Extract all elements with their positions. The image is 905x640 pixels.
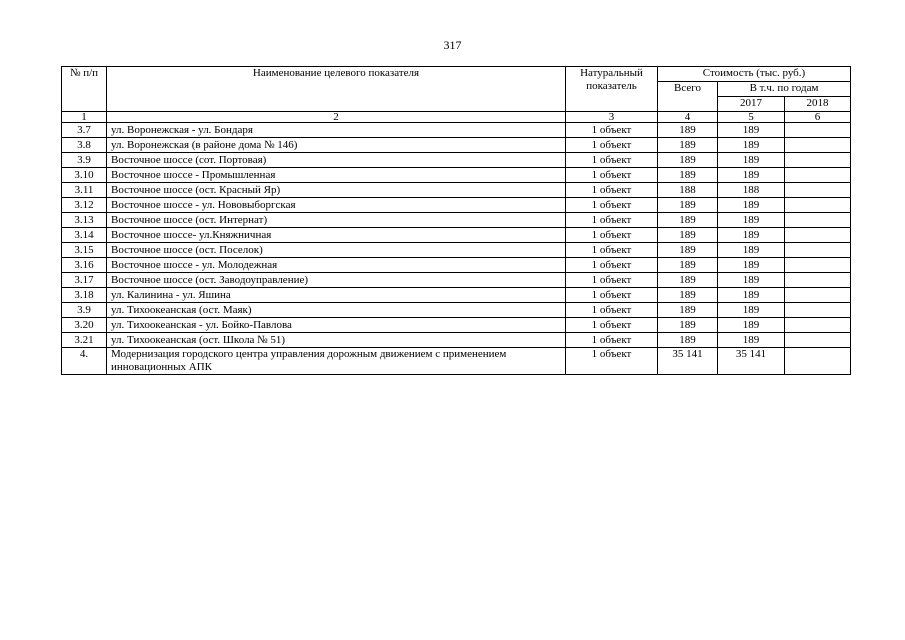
header-year-2018: 2018 <box>785 97 851 112</box>
column-number: 5 <box>718 112 785 123</box>
indicator-name: ул. Воронежская (в районе дома № 146) <box>107 138 566 153</box>
cost-2018 <box>785 258 851 273</box>
natural-indicator: 1 объект <box>566 183 658 198</box>
row-number: 3.21 <box>62 333 107 348</box>
cost-total: 188 <box>658 183 718 198</box>
table-row <box>62 153 851 168</box>
cost-total: 189 <box>658 153 718 168</box>
indicator-name: Восточное шоссе - ул. Молодежная <box>107 258 566 273</box>
row-number: 3.7 <box>62 123 107 138</box>
cost-2017: 189 <box>718 258 785 273</box>
indicator-name: ул. Воронежская - ул. Бондаря <box>107 123 566 138</box>
natural-indicator: 1 объект <box>566 228 658 243</box>
cost-2018 <box>785 273 851 288</box>
natural-indicator: 1 объект <box>566 153 658 168</box>
row-number: 3.17 <box>62 273 107 288</box>
cost-2018 <box>785 138 851 153</box>
cost-2017: 189 <box>718 333 785 348</box>
table-row <box>62 228 851 243</box>
row-number: 4. <box>62 348 107 375</box>
cost-total: 189 <box>658 213 718 228</box>
natural-indicator: 1 объект <box>566 288 658 303</box>
row-number: 3.11 <box>62 183 107 198</box>
cost-2017: 189 <box>718 318 785 333</box>
cost-2017: 189 <box>718 123 785 138</box>
natural-indicator: 1 объект <box>566 213 658 228</box>
row-number: 3.8 <box>62 138 107 153</box>
cost-2018 <box>785 318 851 333</box>
indicator-name: Модернизация городского центра управления дорожным движением с применением инновационных АПК <box>107 348 566 375</box>
column-number-row <box>62 112 851 123</box>
row-number: 3.18 <box>62 288 107 303</box>
row-number: 3.20 <box>62 318 107 333</box>
row-number: 3.9 <box>62 153 107 168</box>
cost-2018 <box>785 123 851 138</box>
header-natural <box>566 67 658 112</box>
cost-total: 189 <box>658 333 718 348</box>
table-row <box>62 138 851 153</box>
indicator-name: ул. Тихоокеанская (ост. Маяк) <box>107 303 566 318</box>
cost-2017: 189 <box>718 228 785 243</box>
indicator-name: ул. Тихоокеанская - ул. Бойко-Павлова <box>107 318 566 333</box>
indicator-name: ул. Калинина - ул. Яшина <box>107 288 566 303</box>
cost-total: 189 <box>658 303 718 318</box>
cost-2018 <box>785 243 851 258</box>
indicator-name: Восточное шоссе (ост. Заводоуправление) <box>107 273 566 288</box>
header-num: № п/п <box>62 67 107 112</box>
natural-indicator: 1 объект <box>566 198 658 213</box>
row-number: 3.9 <box>62 303 107 318</box>
column-number: 3 <box>566 112 658 123</box>
table-row <box>62 318 851 333</box>
cost-2018 <box>785 333 851 348</box>
cost-2017: 189 <box>718 138 785 153</box>
natural-indicator: 1 объект <box>566 168 658 183</box>
cost-total: 189 <box>658 123 718 138</box>
cost-2018 <box>785 153 851 168</box>
cost-2018 <box>785 303 851 318</box>
cost-2018 <box>785 348 851 375</box>
page-number: 317 <box>443 38 462 52</box>
header-by-years: В т.ч. по годам <box>718 82 851 97</box>
cost-2018 <box>785 228 851 243</box>
natural-indicator: 1 объект <box>566 273 658 288</box>
header-cost: Стоимость (тыс. руб.) <box>658 67 851 82</box>
table-row <box>62 183 851 198</box>
natural-indicator: 1 объект <box>566 138 658 153</box>
row-number: 3.14 <box>62 228 107 243</box>
cost-total: 189 <box>658 273 718 288</box>
indicator-name: Восточное шоссе (ост. Интернат) <box>107 213 566 228</box>
cost-2017: 189 <box>718 168 785 183</box>
cost-total: 35 141 <box>658 348 718 375</box>
table-row <box>62 168 851 183</box>
header-name: Наименование целевого показателя <box>107 67 566 112</box>
cost-2018 <box>785 288 851 303</box>
indicator-name: Восточное шоссе (сот. Портовая) <box>107 153 566 168</box>
natural-indicator: 1 объект <box>566 258 658 273</box>
header-natural-line2: показатель <box>586 80 637 92</box>
target-indicators-table <box>61 66 851 375</box>
header-year-2017: 2017 <box>718 97 785 112</box>
row-number: 3.15 <box>62 243 107 258</box>
indicator-name: Восточное шоссе - Промышленная <box>107 168 566 183</box>
table-row <box>62 288 851 303</box>
table-row <box>62 258 851 273</box>
header-natural-line1: Натуральный <box>580 67 643 79</box>
natural-indicator: 1 объект <box>566 333 658 348</box>
table-row <box>62 273 851 288</box>
cost-2018 <box>785 183 851 198</box>
column-number: 4 <box>658 112 718 123</box>
row-number: 3.12 <box>62 198 107 213</box>
cost-2018 <box>785 198 851 213</box>
cost-total: 189 <box>658 138 718 153</box>
cost-2017: 189 <box>718 288 785 303</box>
cost-total: 189 <box>658 258 718 273</box>
indicator-name: Восточное шоссе (ост. Поселок) <box>107 243 566 258</box>
natural-indicator: 1 объект <box>566 348 658 375</box>
table-row <box>62 243 851 258</box>
cost-total: 189 <box>658 288 718 303</box>
cost-2018 <box>785 168 851 183</box>
column-number: 2 <box>107 112 566 123</box>
cost-2017: 188 <box>718 183 785 198</box>
indicator-name: Восточное шоссе- ул.Княжничная <box>107 228 566 243</box>
row-number: 3.13 <box>62 213 107 228</box>
cost-total: 189 <box>658 198 718 213</box>
cost-total: 189 <box>658 318 718 333</box>
cost-total: 189 <box>658 228 718 243</box>
cost-2017: 189 <box>718 243 785 258</box>
cost-2017: 35 141 <box>718 348 785 375</box>
natural-indicator: 1 объект <box>566 318 658 333</box>
table-row <box>62 213 851 228</box>
indicator-name: Восточное шоссе - ул. Нововыборгская <box>107 198 566 213</box>
natural-indicator: 1 объект <box>566 303 658 318</box>
cost-2017: 189 <box>718 198 785 213</box>
row-number: 3.16 <box>62 258 107 273</box>
table-row <box>62 123 851 138</box>
natural-indicator: 1 объект <box>566 123 658 138</box>
cost-2017: 189 <box>718 213 785 228</box>
cost-2018 <box>785 213 851 228</box>
cost-2017: 189 <box>718 303 785 318</box>
cost-total: 189 <box>658 243 718 258</box>
column-number: 1 <box>62 112 107 123</box>
column-number: 6 <box>785 112 851 123</box>
table-row <box>62 303 851 318</box>
table-row <box>62 333 851 348</box>
header-total: Всего <box>658 82 718 112</box>
cost-total: 189 <box>658 168 718 183</box>
indicator-name: ул. Тихоокеанская (ост. Школа № 51) <box>107 333 566 348</box>
table-row <box>62 348 851 375</box>
header-row-1 <box>62 67 851 82</box>
natural-indicator: 1 объект <box>566 243 658 258</box>
cost-2017: 189 <box>718 153 785 168</box>
cost-2017: 189 <box>718 273 785 288</box>
indicator-name: Восточное шоссе (ост. Красный Яр) <box>107 183 566 198</box>
row-number: 3.10 <box>62 168 107 183</box>
table-row <box>62 198 851 213</box>
